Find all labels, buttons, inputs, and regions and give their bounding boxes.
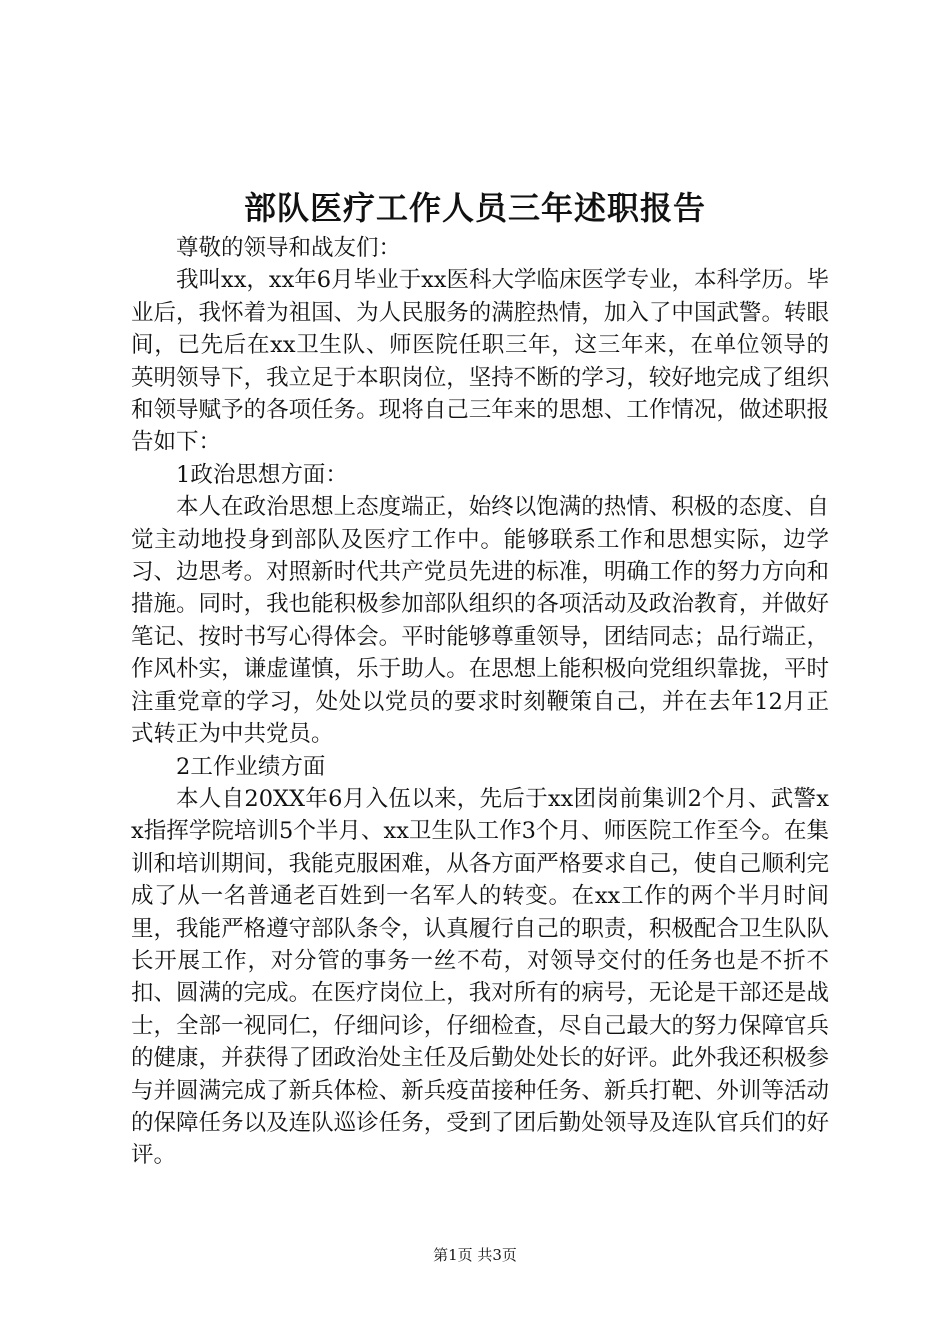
page-footer: 第1页 共3页 <box>433 1246 517 1264</box>
section-heading-political: 1政治思想方面： <box>176 461 348 488</box>
document-body <box>131 232 829 1172</box>
section-heading-work: 2工作业绩方面 <box>176 753 326 780</box>
salutation-paragraph: 尊敬的领导和战友们： <box>176 235 402 261</box>
intro-paragraph: 我叫xx，xx年6月毕业于xx医科大学临床医学专业，本科学历。毕业后，我怀着为祖国、为人民服务的满腔热情，加入了中国武警。转眼间，已先后在xx卫生队、师医院任职三年，这三年来，在单位领导的英明领导下，我立足于本职岗位，坚持不断的学习，较好地完成了组织和领导赋予的各项任务。现将自己三年来的思想、工作情况，做述职报告如下： <box>131 267 829 456</box>
political-paragraph: 本人在政治思想上态度端正，始终以饱满的热情、积极的态度、自觉主动地投身到部队及医疗工作中。能够联系工作和思想实际，边学习、边思考。对照新时代共产党员先进的标准，明确工作的努力方向和措施。同时，我也能积极参加部队组织的各项活动及政治教育，并做好笔记、按时书写心得体会。平时能够尊重领导，团结同志；品行端正，作风朴实，谦虚谨慎，乐于助人。在思想上能积极向党组织靠拢，平时注重党章的学习，处处以党员的要求时刻鞭策自己，并在去年12月正式转正为中共党员。 <box>131 494 829 748</box>
work-paragraph: 本人自20XX年6月入伍以来，先后于xx团岗前集训2个月、武警xx指挥学院培训5个半月、xx卫生队工作3个月、师医院工作至今。在集训和培训期间，我能克服困难，从各方面严格要求自己，使自己顺利完成了从一名普通老百姓到一名军人的转变。在xx工作的两个半月时间里，我能严格遵守部队条令，认真履行自己的职责，积极配合卫生队队长开展工作，对分管的事务一丝不苟，对领导交付的任务也是不折不扣、圆满的完成。在医疗岗位上，我对所有的病号，无论是干部还是战士，全部一视同仁，仔细问诊，仔细检查，尽自己最大的努力保障官兵的健康，并获得了团政治处主任及后勤处处长的好评。此外我还积极参与并圆满完成了新兵体检、新兵疫苗接种任务、新兵打靶、外训等活动的保障任务以及连队巡诊任务，受到了团后勤处领导及连队官兵们的好评。 <box>131 785 829 1169</box>
document-title: 部队医疗工作人员三年述职报告 <box>243 189 706 227</box>
